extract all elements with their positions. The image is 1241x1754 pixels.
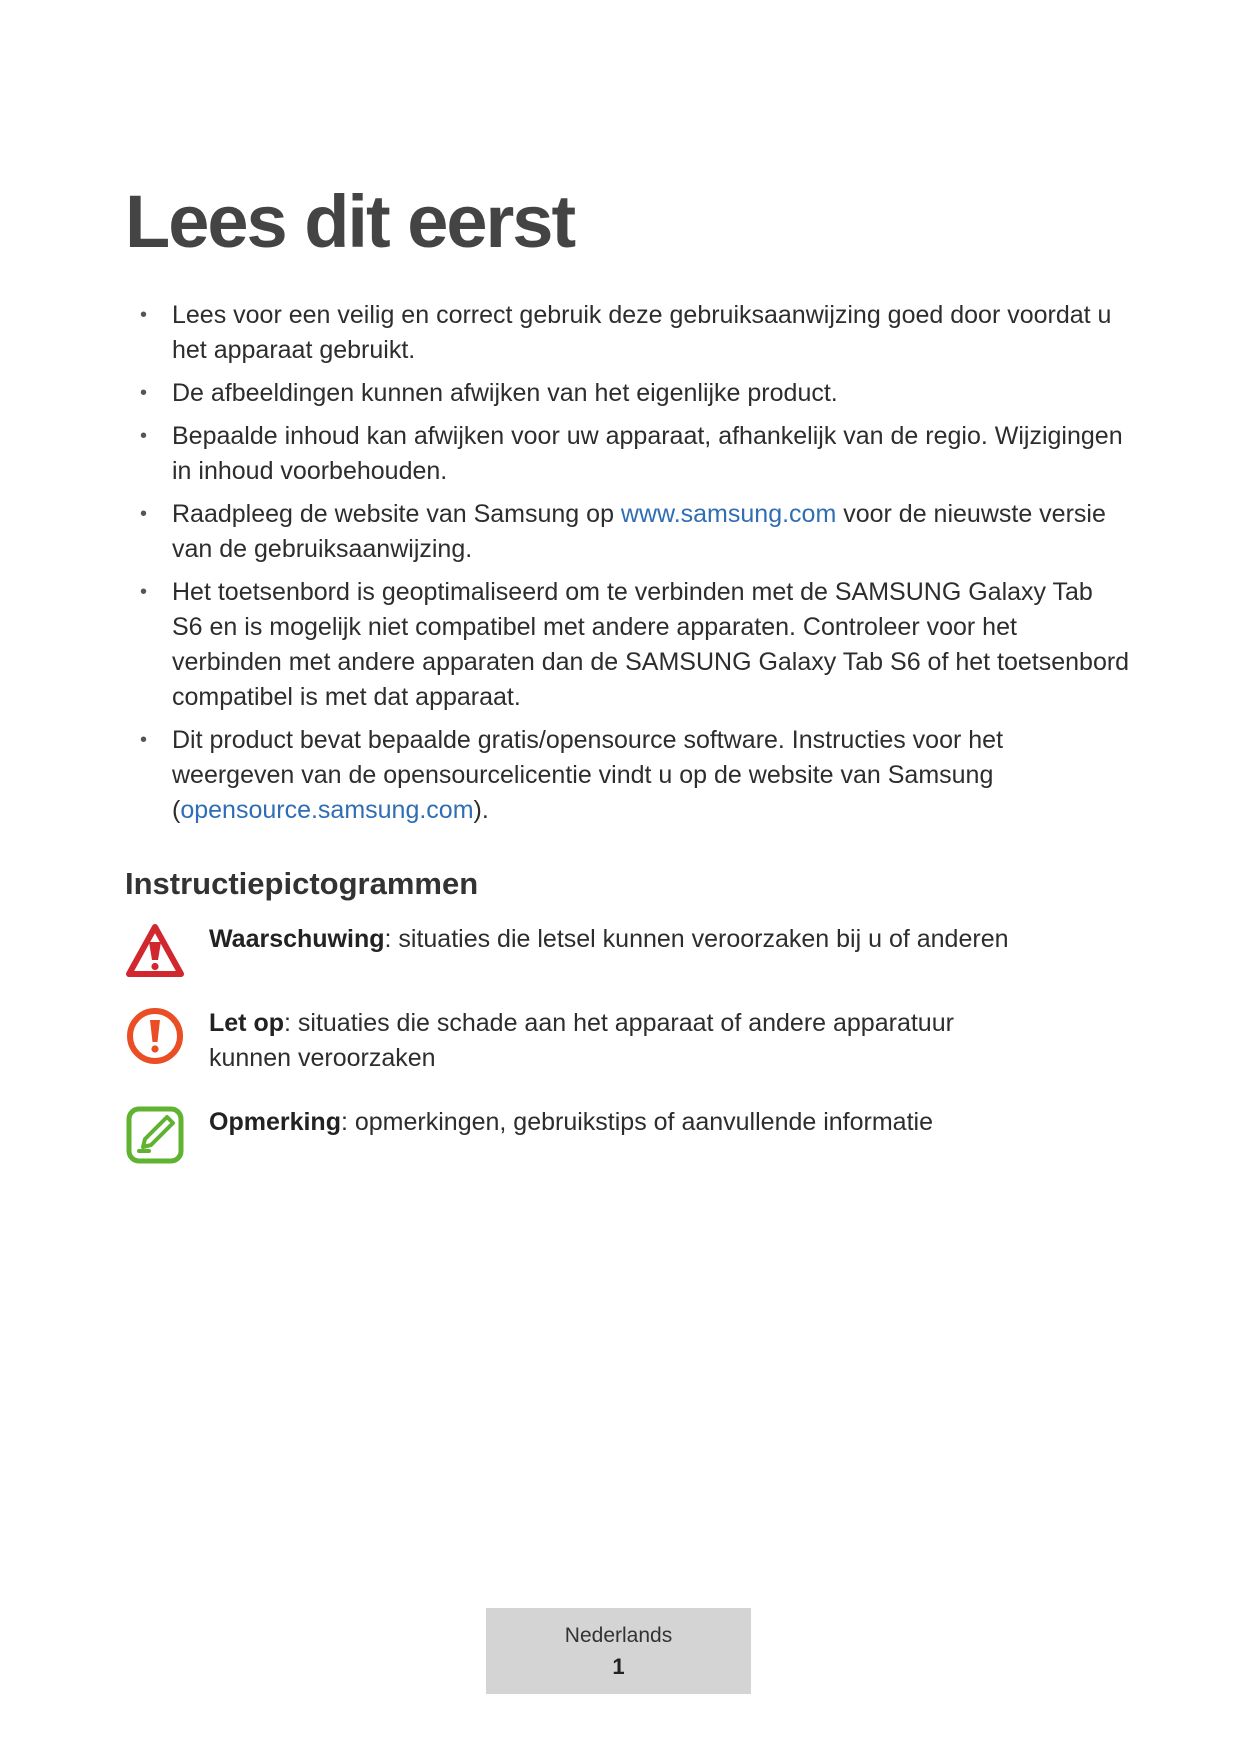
list-item	[140, 497, 1130, 567]
warning-row	[125, 922, 1125, 982]
list-item-text-end: voor de nieuwste versie van de gebruiksaanwijzing.	[172, 500, 1106, 563]
section-title: Instructiepictogrammen	[125, 866, 479, 901]
list-item	[140, 723, 1130, 828]
caution-text: : situaties die schade aan het apparaat of andere apparatuur kunnen veroorzaken	[209, 1009, 954, 1072]
warning-label: Waarschuwing	[209, 925, 385, 953]
instructions-list	[140, 298, 1130, 836]
samsung-website-link[interactable]: www.samsung.com	[620, 500, 837, 528]
bullet-icon: •	[140, 729, 148, 751]
bullet-icon: •	[140, 581, 148, 603]
opensource-website-link[interactable]: opensource.samsung.com	[180, 796, 474, 824]
page-footer	[486, 1608, 751, 1694]
caution-description	[209, 1006, 1009, 1076]
caution-row	[125, 1006, 1125, 1076]
note-label: Opmerking	[209, 1108, 341, 1136]
bullet-icon: •	[140, 382, 148, 404]
note-text: : opmerkingen, gebruikstips of aanvullende informatie	[340, 1108, 933, 1136]
page-number: 1	[612, 1654, 625, 1679]
bullet-icon: •	[140, 503, 148, 525]
list-item-text-start: Raadpleeg de website van Samsung op	[172, 500, 621, 528]
footer-language: Nederlands	[564, 1624, 673, 1647]
list-item-text: Lees voor een veilig en correct gebruik deze gebruiksaanwijzing goed door voordat u het apparaat gebruikt.	[172, 301, 1112, 364]
list-item-text: Het toetsenbord is geoptimaliseerd om te verbinden met de SAMSUNG Galaxy Tab S6 en is mogelijk niet compatibel met andere apparaten. Controleer voor het verbinden met andere apparaten dan de SAMSUNG Galaxy Tab S6 of het toetsenbord compatibel is met dat apparaat.	[172, 578, 1130, 711]
warning-triangle-icon	[125, 922, 185, 982]
note-row	[125, 1105, 1125, 1165]
note-pencil-icon	[125, 1105, 185, 1165]
page-title: Lees dit eerst	[125, 180, 575, 263]
bullet-icon: •	[140, 304, 148, 326]
caution-label: Let op	[209, 1009, 284, 1037]
warning-text: : situaties die letsel kunnen veroorzaken bij u of anderen	[384, 925, 1009, 953]
list-item-text-end: ).	[473, 796, 489, 824]
list-item-text: Bepaalde inhoud kan afwijken voor uw apparaat, afhankelijk van de regio. Wijzigingen in inhoud voorbehouden.	[172, 422, 1123, 485]
list-item-text-start: Dit product bevat bepaalde gratis/opensource software. Instructies voor het weergeven van de opensourcelicentie vindt u op de website van Samsung (	[172, 726, 1004, 824]
list-item	[140, 298, 1130, 368]
list-item	[140, 575, 1130, 715]
list-item	[140, 376, 1130, 411]
caution-circle-icon	[125, 1006, 185, 1066]
note-description	[209, 1105, 933, 1140]
warning-description	[209, 922, 1009, 957]
list-item	[140, 419, 1130, 489]
list-item-text: De afbeeldingen kunnen afwijken van het eigenlijke product.	[172, 379, 838, 407]
bullet-icon: •	[140, 425, 148, 447]
